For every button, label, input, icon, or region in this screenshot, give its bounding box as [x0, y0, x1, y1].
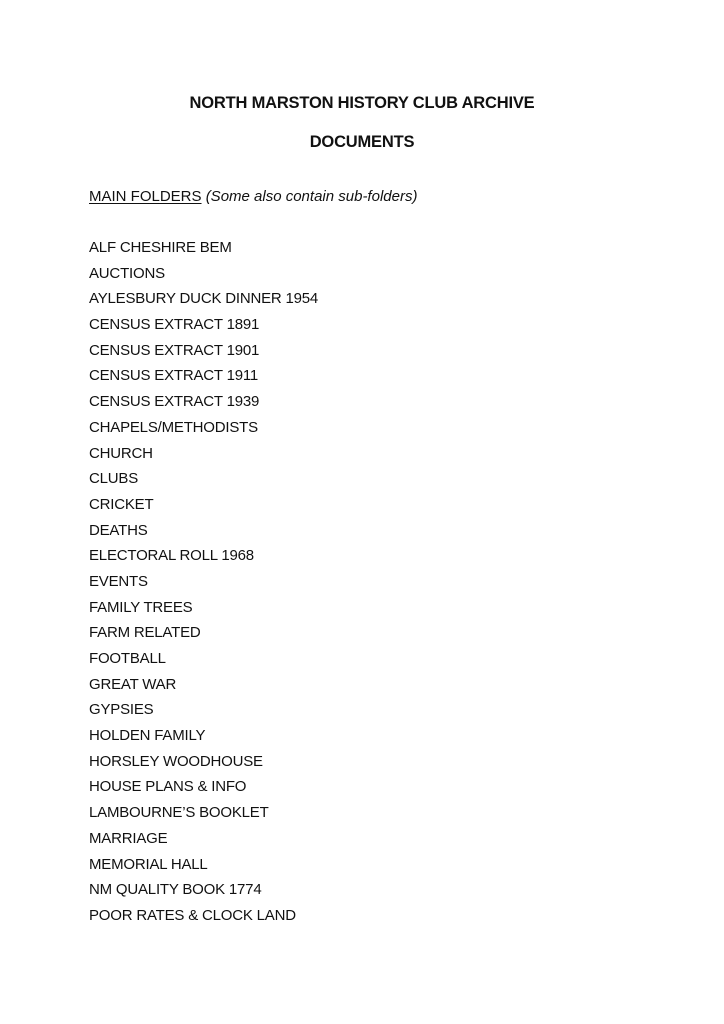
folder-item: FOOTBALL [89, 650, 166, 667]
folder-item: LAMBOURNE’S BOOKLET [89, 804, 269, 822]
folder-item: CHURCH [89, 444, 153, 462]
folder-item: HOUSE PLANS & INFO [89, 778, 247, 796]
folder-item: FAMILY TREES [89, 598, 193, 616]
document-title: NORTH MARSTON HISTORY CLUB ARCHIVE [189, 94, 535, 112]
folder-item: AYLESBURY DUCK DINNER 1954 [89, 290, 319, 308]
folder-item: EVENTS [89, 572, 148, 590]
folder-item: DEATHS [89, 521, 148, 539]
document-subtitle: DOCUMENTS [309, 133, 415, 151]
folder-item: HOLDEN FAMILY [89, 727, 206, 745]
folder-item: GREAT WAR [89, 675, 177, 693]
folder-item: CHAPELS/METHODISTS [89, 418, 258, 436]
folder-item: CENSUS EXTRACT 1891 [89, 316, 260, 334]
folder-item: POOR RATES & CLOCK LAND [89, 906, 296, 924]
folder-item: AUCTIONS [89, 264, 165, 282]
section-heading-note: (Some also contain sub-folders) [205, 188, 418, 205]
folder-item: GYPSIES [89, 701, 154, 719]
folder-item: CLUBS [89, 470, 139, 488]
folder-item: CRICKET [89, 495, 154, 513]
folder-item: FARM RELATED [89, 624, 201, 642]
folder-item: HORSLEY WOODHOUSE [89, 752, 263, 770]
folder-list [89, 238, 318, 932]
folder-item: MARRIAGE [89, 829, 168, 847]
folder-item: CENSUS EXTRACT 1911 [89, 367, 259, 385]
section-heading [89, 188, 417, 205]
folder-item: CENSUS EXTRACT 1901 [89, 341, 260, 359]
folder-item: NM QUALITY BOOK 1774 [89, 881, 262, 899]
folder-item: CENSUS EXTRACT 1939 [89, 393, 260, 411]
folder-item: ELECTORAL ROLL 1968 [89, 547, 254, 565]
folder-item: MEMORIAL HALL [89, 855, 208, 873]
folder-item: ALF CHESHIRE BEM [89, 239, 232, 256]
section-heading-label: MAIN FOLDERS [89, 188, 202, 205]
